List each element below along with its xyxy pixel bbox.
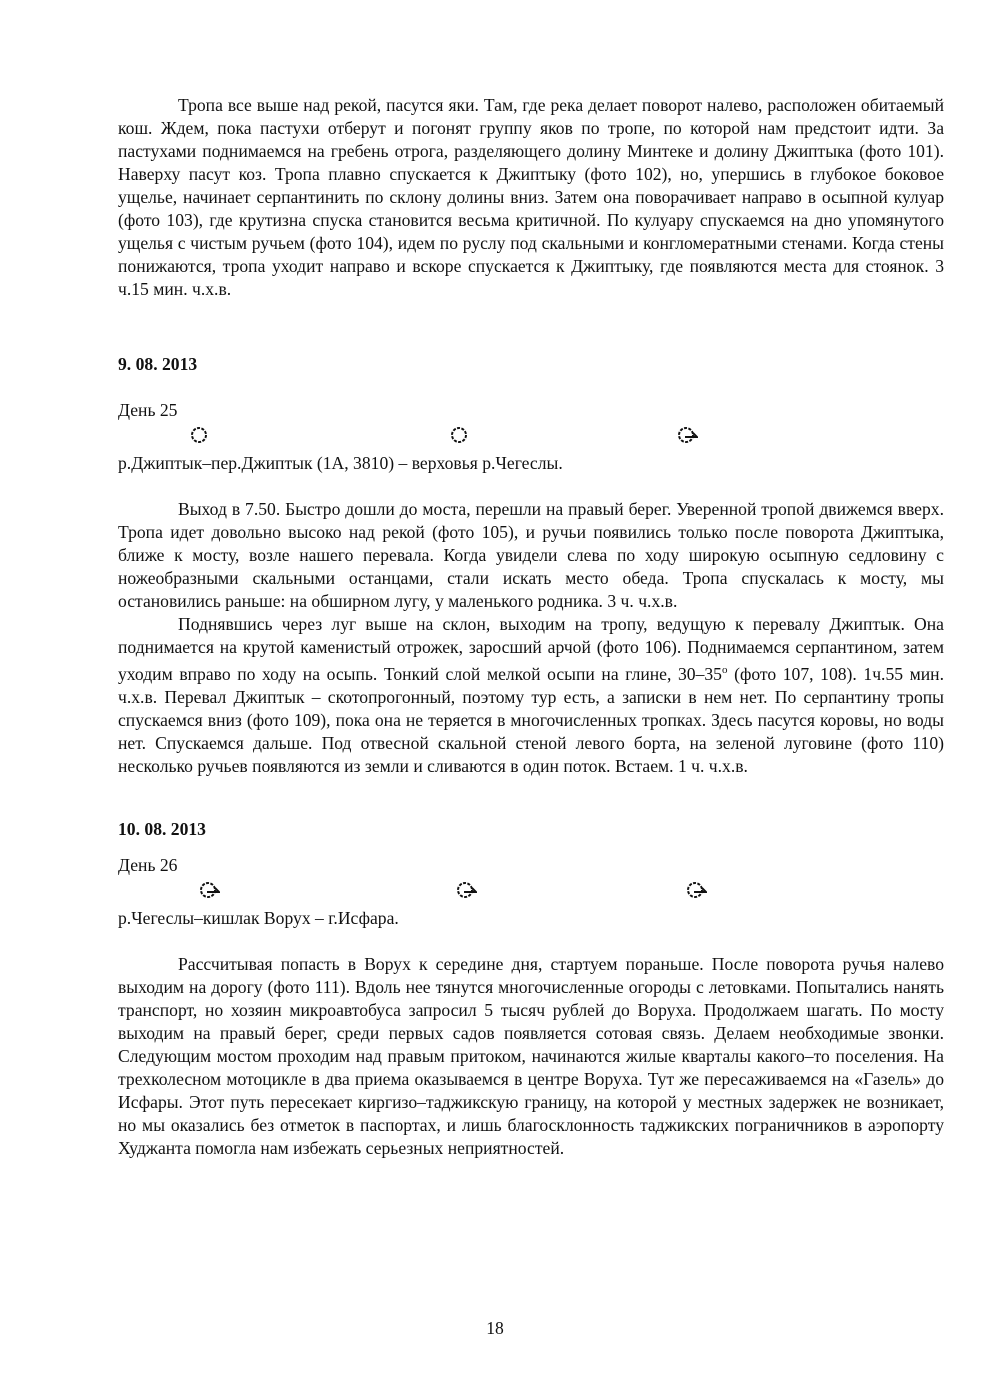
paragraph: Рассчитывая попасть в Ворух к середине дня, стартуем пораньше. После поворота ручья налево выходим на дорогу (фото 111). Вдоль нее тянутся многочисленные огороды с летовками. Попытались нанять транспорт, но хозяин микроавтобуса запросил 5 тысяч рублей до Воруха. Продолжаем шагать. По мосту выходим на правый берег, среди первых садов появляется сотовая связь. Делаем необходимые звонки. Следующим мостом проходим над правым притоком, начинаются жилые кварталы какого–то поселения. На трехколесном мотоцикле в два приема оказываемся в центре Воруха. Тут же пересаживаемся на «Газель» до Исфары. Этот путь пересекает киргизо–таджикскую границу, на которой у местных задержек не возникает, но мы оказались без отметок в паспортах, и лишь благосклонность таджикских пограничников в аэропорту Худжанта помогла нам избежать серьезных неприятностей. xyxy=(118,953,944,1158)
day-date: 9. 08. 2013 xyxy=(118,354,198,374)
paragraph: Выход в 7.50. Быстро дошли до моста, перешли на правый берег. Уверенной тропой движемся вверх. Тропа идет довольно высоко над рекой (фото 105), и ручьи появились только после поворота Джиптыка, ближе к мосту, возле нашего перевала. Когда увидели слева по ходу широкую осыпную седловину с ножеобразными скальными останцами, стали искать место обеда. Тропа спускалась к мосту, мы остановились раньше: на обширном лугу, у маленького родника. 3 ч. ч.х.в. xyxy=(118,499,944,611)
sun-cloud-icon xyxy=(676,424,698,446)
paragraph: Тропа все выше над рекой, пасутся яки. Там, где река делает поворот налево, расположен обитаемый кош. Ждем, пока пастухи отберут и погонят группу яков по тропе, по которой нам предстоит идти. За пастухами поднимаемся на гребень отрога, разделяющего долину Минтеке и долину Джиптыка (фото 101). Наверху пасут коз. Тропа плавно спускается к Джиптыку (фото 102), но, упершись в глубокое боковое ущелье, начинает серпантинить по склону долины вниз. Затем она поворачивает направо в осыпной кулуар (фото 103), где крутизна спуска становится весьма критичной. По кулуару спускаемся на дно упомянутого ущелья с чистым ручьем (фото 104), идем по руслу под скальными и конгломератными стенами. Когда стены понижаются, тропа уходит направо и вскоре спускается к Джиптыку, где появляются места для стоянок. 3 ч.15 мин. ч.х.в. xyxy=(118,95,944,299)
sun-icon xyxy=(448,424,470,446)
route-description: р.Чегеслы–кишлак Ворух – г.Исфара. xyxy=(118,907,399,928)
degree-mark: о xyxy=(721,664,728,676)
sun-cloud-icon xyxy=(198,879,220,901)
sun-icon xyxy=(188,424,210,446)
paragraph-text: (фото 107, 108). 1ч.55 мин. ч.х.в. Перевал Джиптык – скотопрогонный, поэтому тур есть, а записки в нем нет. По серпантину тропы спускаемся вниз (фото 109), пока она не теряется в многочисленных тропках. Здесь пасутся коровы, но воды нет. Спускаемся дальше. Под отвесной скальной стеной левого борта, на зеленой луговине (фото 110) несколько ручьев появляются из земли и сливаются в один поток. Встаем. 1 ч. ч.х.в. xyxy=(118,663,944,776)
weather-row xyxy=(118,877,944,905)
page-number: 18 xyxy=(486,1318,504,1338)
sun-cloud-icon xyxy=(455,879,477,901)
sun-cloud-icon xyxy=(685,879,707,901)
route-description: р.Джиптык–пер.Джиптык (1А, 3810) – верховья р.Чегеслы. xyxy=(118,453,563,473)
day-date: 10. 08. 2013 xyxy=(118,818,206,839)
weather-row xyxy=(118,422,944,450)
day-label: День 25 xyxy=(118,400,178,420)
day-label: День 26 xyxy=(118,854,178,875)
paragraph xyxy=(118,613,944,778)
paragraph-text: Поднявшись через луг выше на склон, выходим на тропу, ведущую к перевалу Джиптык. Она поднимается на крутой каменистый отрожек, заросший арчой (фото 106). Поднимаемся серпантином, затем уходим вправо по ходу на осыпь. Тонкий слой мелкой осыпи на глине, 30–35 xyxy=(118,614,944,684)
page-content xyxy=(118,94,944,1160)
